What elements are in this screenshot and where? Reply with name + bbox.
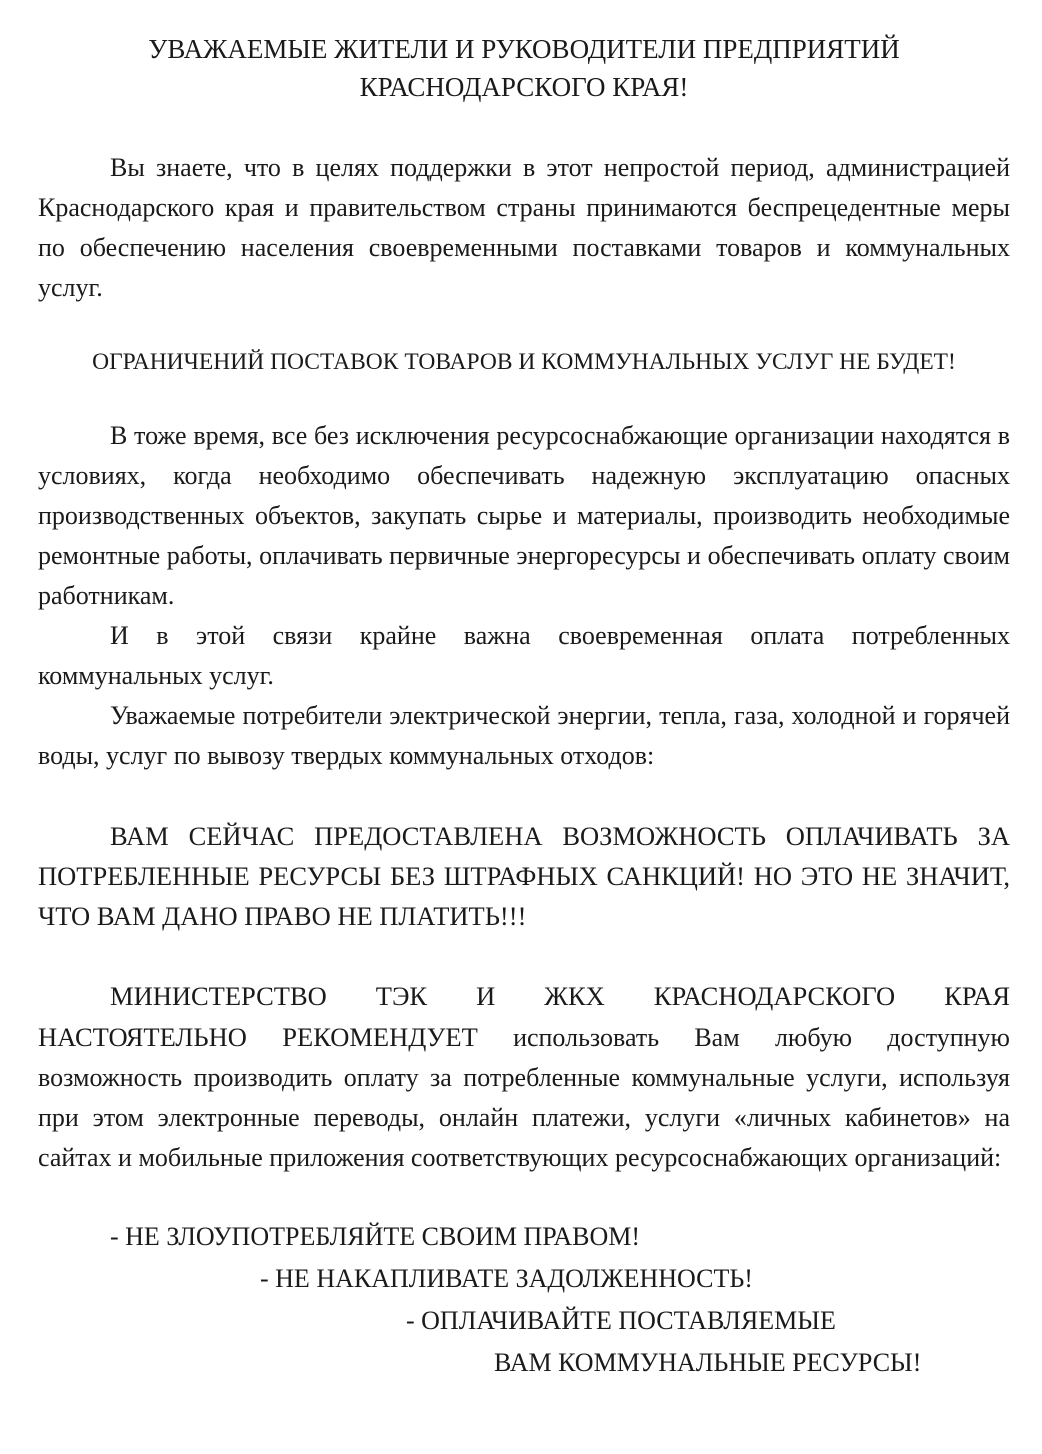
notice-no-restrictions: ОГРАНИЧЕНИЙ ПОСТАВОК ТОВАРОВ И КОММУНАЛЬНЫХ УСЛУГ НЕ БУДЕТ! (92, 349, 956, 375)
appeal-item: ВАМ КОММУНАЛЬНЫЕ РЕСУРСЫ! (494, 1348, 922, 1377)
paragraph-ministry-recommendation (38, 976, 1010, 1178)
document-title (38, 30, 1010, 106)
appeal-item: - ОПЛАЧИВАЙТЕ ПОСТАВЛЯЕМЫЕ (406, 1306, 836, 1335)
title-line-2: КРАСНОДАРСКОГО КРАЯ! (359, 72, 689, 102)
appeals-list (38, 1218, 1010, 1388)
spacer (38, 1178, 1010, 1218)
appeal-item: - НЕ ЗЛОУПОТРЕБЛЯЙТЕ СВОИМ ПРАВОМ! (110, 1222, 641, 1251)
ministry-body-text: использовать Вам любую доступную возможность производить оплату за потребленные коммунальные услуги, используя при этом электронные переводы, онлайн платежи, услуги «личных кабинетов» на сайтах и мобильные приложения соответствующих ресурсоснабжающих организаций: (38, 1023, 1010, 1172)
appeal-item: - НЕ НАКАПЛИВАТЕ ЗАДОЛЖЕННОСТЬ! (260, 1264, 753, 1293)
spacer (38, 776, 1010, 816)
document-page (38, 30, 1010, 1388)
title-line-1: УВАЖАЕМЫЕ ЖИТЕЛИ И РУКОВОДИТЕЛИ ПРЕДПРИЯТИЙ (148, 34, 900, 64)
spacer (38, 106, 1010, 148)
spacer (38, 936, 1010, 976)
paragraph-support-measures: Вы знаете, что в целях поддержки в этот непростой период, администрацией Краснодарского края и правительством страны принимаются беспрецедентные меры по обеспечению населения своевременными поставками товаров и коммунальных услуг. (38, 153, 1010, 302)
paragraph-resource-organizations: В тоже время, все без исключения ресурсоснабжающие организации находятся в условиях, когда необходимо обеспечивать надежную эксплуатацию опасных производственных объектов, закупать сырье и материалы, производить необходимые ремонтные работы, оплачивать первичные энергоресурсы и обеспечивать оплату своим работникам. (38, 421, 1010, 610)
spacer (38, 382, 1010, 416)
paragraph-timely-payment: И в этой связи крайне важна своевременная оплата потребленных коммунальных услуг. (38, 621, 1010, 690)
paragraph-dear-consumers: Уважаемые потребители электрической энергии, тепла, газа, холодной и горячей воды, услуг по вывозу твердых коммунальных отходов: (38, 701, 1010, 770)
notice-no-penalties: ВАМ СЕЙЧАС ПРЕДОСТАВЛЕНА ВОЗМОЖНОСТЬ ОПЛАЧИВАТЬ ЗА ПОТРЕБЛЕННЫЕ РЕСУРСЫ БЕЗ ШТРАФНЫХ САНКЦИЙ! НО ЭТО НЕ ЗНАЧИТ, ЧТО ВАМ ДАНО ПРАВО НЕ ПЛАТИТЬ!!! (38, 821, 1010, 931)
spacer (38, 308, 1010, 342)
ministry-caps-text: МИНИСТЕРСТВО ТЭК И ЖКХ КРАСНОДАРСКОГО КРАЯ НАСТОЯТЕЛЬНО РЕКОМЕНДУЕТ (38, 981, 1010, 1052)
